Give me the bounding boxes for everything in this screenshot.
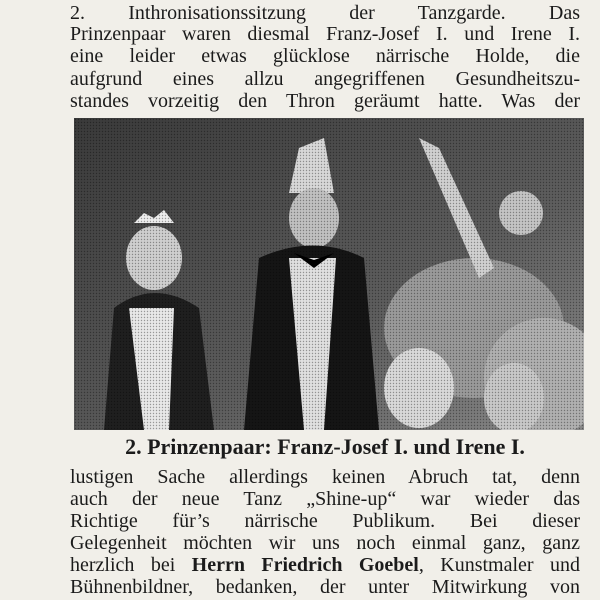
text-line-10 <box>70 554 580 576</box>
text-line-2: Prinzenpaar waren diesmal Franz-Josef I. und Irene I. <box>70 23 580 45</box>
bold-name: Herrn Friedrich Goebel <box>191 554 419 576</box>
text-line-8: Richtige für’s närrische Publikum. Bei dieser <box>70 510 580 532</box>
photo-caption: 2. Prinzenpaar: Franz-Josef I. und Irene I. <box>125 434 525 459</box>
text-line-11: Bühnenbildner, bedanken, der unter Mitwirkung von <box>70 576 580 598</box>
text-line-1: 2. Inthronisationssitzung der Tanzgarde. Das <box>70 2 580 24</box>
text-line-9: Gelegenheit möchten wir uns noch einmal ganz, ganz <box>70 532 580 554</box>
text-line-6: lustigen Sache allerdings keinen Abruch tat, denn <box>70 466 580 488</box>
prince-couple-photo <box>74 118 584 430</box>
text-line-4: aufgrund eines allzu angegriffenen Gesundheitszu- <box>70 68 580 90</box>
text-line-7: auch der neue Tanz „Shine-up“ war wieder das <box>70 488 580 510</box>
text-line-3: eine leider etwas glücklose närrische Holde, die <box>70 45 580 67</box>
text-line-10-start: herzlich bei <box>70 554 192 576</box>
text-line-10-end: , Kunstmaler und <box>418 554 580 576</box>
text-line-5: standes vorzeitig den Thron geräumt hatte. Was der <box>70 90 580 112</box>
